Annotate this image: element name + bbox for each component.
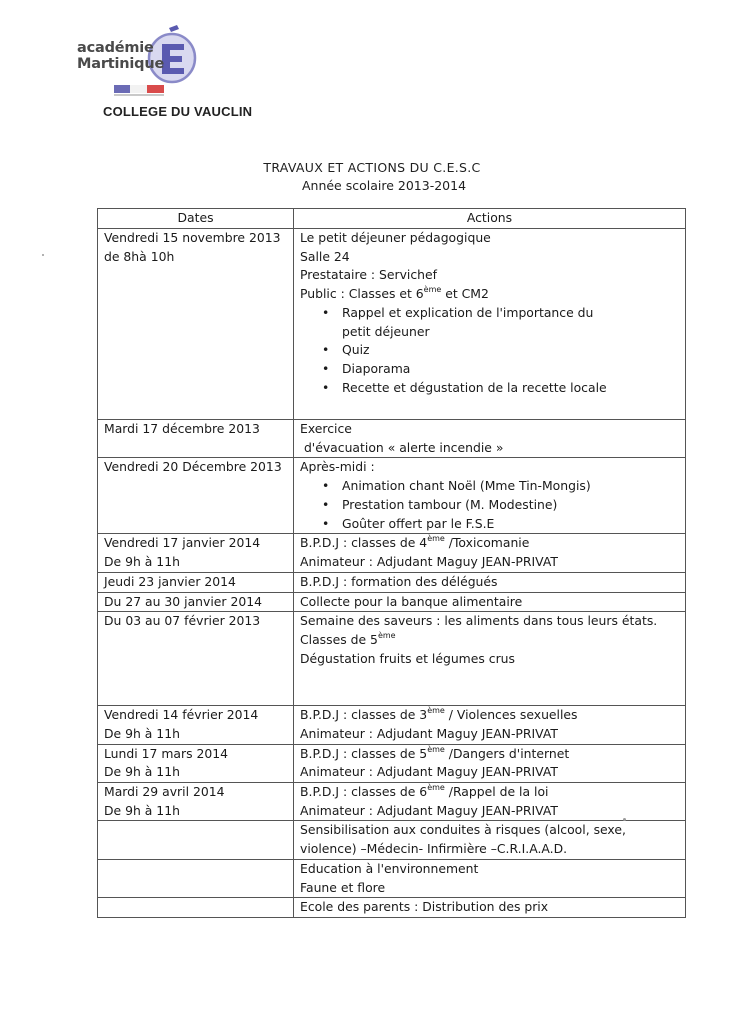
table-row [98,706,686,744]
actions-table [97,208,686,918]
table-row [98,229,686,420]
action-text: Animateur : Adjudant Maguy JEAN-PRIVAT [300,554,558,570]
action-text-part: Public : Classes et 6 [300,286,424,302]
cell-dates [98,744,294,782]
action-text: Education à l'environnement [300,860,479,876]
cell-dates [98,229,294,420]
cell-dates [98,572,294,592]
cell-actions [294,229,686,420]
list-item: • Goûter offert par le F.S.E [342,515,685,534]
action-text: Ecole des parents : Distribution des prix [300,899,549,915]
grade-superscript: ème [423,285,442,295]
action-text: violence) –Médecin- Infirmière –C.R.I.A.A.D. [300,841,568,857]
list-item: • Recette et dégustation de la recette locale [342,379,685,398]
date-text: Du 03 au 07 février 2013 [104,613,261,629]
column-header-dates: Dates [98,209,294,229]
action-text-part: B.P.D.J : classes de 4 [300,535,428,551]
action-text: Salle 24 [300,248,350,264]
grade-superscript: ème [427,744,445,754]
cell-dates [98,859,294,897]
table-row [98,458,686,534]
date-text: Lundi 17 mars 2014 [104,745,229,761]
date-text: Vendredi 17 janvier 2014 [104,535,261,551]
table-row [98,572,686,592]
table-row [98,420,686,458]
scan-speck [42,254,44,256]
cell-actions [294,821,686,859]
page-subtitle: Année scolaire 2013-2014 [301,178,467,193]
date-text: Vendredi 20 Décembre 2013 [104,459,282,475]
action-text: d'évacuation « alerte incendie » [300,439,504,455]
cell-actions [294,859,686,897]
list-item: • Quiz [342,341,685,360]
action-text: Sensibilisation aux conduites à risques (alcool, sexe, [300,822,626,838]
date-text: De 9h à 11h [104,764,180,780]
action-text-part: B.P.D.J : classes de 5 [300,745,428,761]
action-text: Dégustation fruits et légumes crus [300,650,515,666]
cell-actions [294,783,686,821]
date-text: Jeudi 23 janvier 2014 [104,573,236,589]
cell-dates [98,821,294,859]
table-row [98,534,686,572]
list-item: • Animation chant Noël (Mme Tin-Mongis) [342,477,685,496]
table-row [98,859,686,897]
cell-actions [294,534,686,572]
action-text-part: /Rappel de la loi [444,784,549,800]
cell-dates [98,420,294,458]
cell-dates [98,592,294,612]
cell-dates [98,612,294,706]
cell-dates [98,898,294,918]
cell-dates [98,458,294,534]
action-text: Après-midi : [300,459,375,475]
date-text: Vendredi 15 novembre 2013 [104,230,281,245]
table-row [98,612,686,706]
table-row [98,592,686,612]
cell-actions [294,572,686,592]
grade-superscript: ème [377,630,396,640]
action-text-part: B.P.D.J : classes de 3 [300,707,428,723]
date-text: De 9h à 11h [104,802,180,818]
action-text [300,631,685,650]
action-text: Le petit déjeuner pédagogique [300,230,491,245]
republique-flag-icon [114,85,164,97]
date-text: De 9h à 11h [104,554,180,570]
action-text: Exercice [300,421,352,436]
cell-actions [294,458,686,534]
date-text: Mardi 17 décembre 2013 [104,421,260,436]
cell-dates [98,534,294,572]
logo-wordmark [77,40,164,72]
action-text-part: /Toxicomanie [444,535,530,551]
date-text: Du 27 au 30 janvier 2014 [104,593,262,609]
action-text: Animateur : Adjudant Maguy JEAN-PRIVAT [300,764,558,780]
action-text [300,783,685,802]
action-text-part: / Violences sexuelles [444,707,578,723]
cell-actions [294,706,686,744]
action-text: Semaine des saveurs : les aliments dans tous leurs états. [300,613,658,629]
table-row [98,821,686,859]
action-text-part: /Dangers d'internet [444,745,570,761]
table-row [98,898,686,918]
cell-actions [294,612,686,706]
action-text [300,706,685,725]
action-text: Animateur : Adjudant Maguy JEAN-PRIVAT [300,725,558,741]
cell-dates [98,706,294,744]
cell-actions [294,744,686,782]
page-title: TRAVAUX ET ACTIONS DU C.E.S.C [263,160,481,175]
action-text [300,534,685,553]
action-text-part: B.P.D.J : classes de 6 [300,784,428,800]
school-name: COLLEGE DU VAUCLIN [103,104,253,119]
column-header-actions: Actions [294,209,686,229]
logo-line-academie: académie [77,40,154,56]
action-text [300,745,685,764]
action-text-part: et CM2 [441,286,489,302]
logo-line-martinique: Martinique [77,56,165,72]
cell-dates [98,783,294,821]
action-text: Collecte pour la banque alimentaire [300,593,523,609]
cell-actions [294,898,686,918]
bullet-list [300,304,685,398]
grade-superscript: ème [427,706,445,716]
action-text [300,285,685,304]
grade-superscript: ème [427,783,445,793]
action-text: Animateur : Adjudant Maguy JEAN-PRIVAT [300,802,558,818]
action-text-part: Classes de 5 [300,631,378,647]
date-text: de 8hà 10h [104,248,175,264]
grade-superscript: ème [427,534,445,544]
cell-actions [294,592,686,612]
action-text: Faune et flore [300,879,386,895]
cell-actions [294,420,686,458]
action-text: Prestataire : Servichef [300,267,438,283]
list-item: • Rappel et explication de l'importance du petit déjeuner [342,304,622,341]
date-text: De 9h à 11h [104,725,180,741]
scan-speck [623,818,626,821]
table-header-row [98,209,686,229]
date-text: Vendredi 14 février 2014 [104,707,259,723]
date-text: Mardi 29 avril 2014 [104,784,225,800]
list-item: • Diaporama [342,360,685,379]
table-row [98,744,686,782]
list-item: • Prestation tambour (M. Modestine) [342,496,685,515]
table-row [98,783,686,821]
bullet-list [300,477,685,533]
action-text: B.P.D.J : formation des délégués [300,573,498,589]
